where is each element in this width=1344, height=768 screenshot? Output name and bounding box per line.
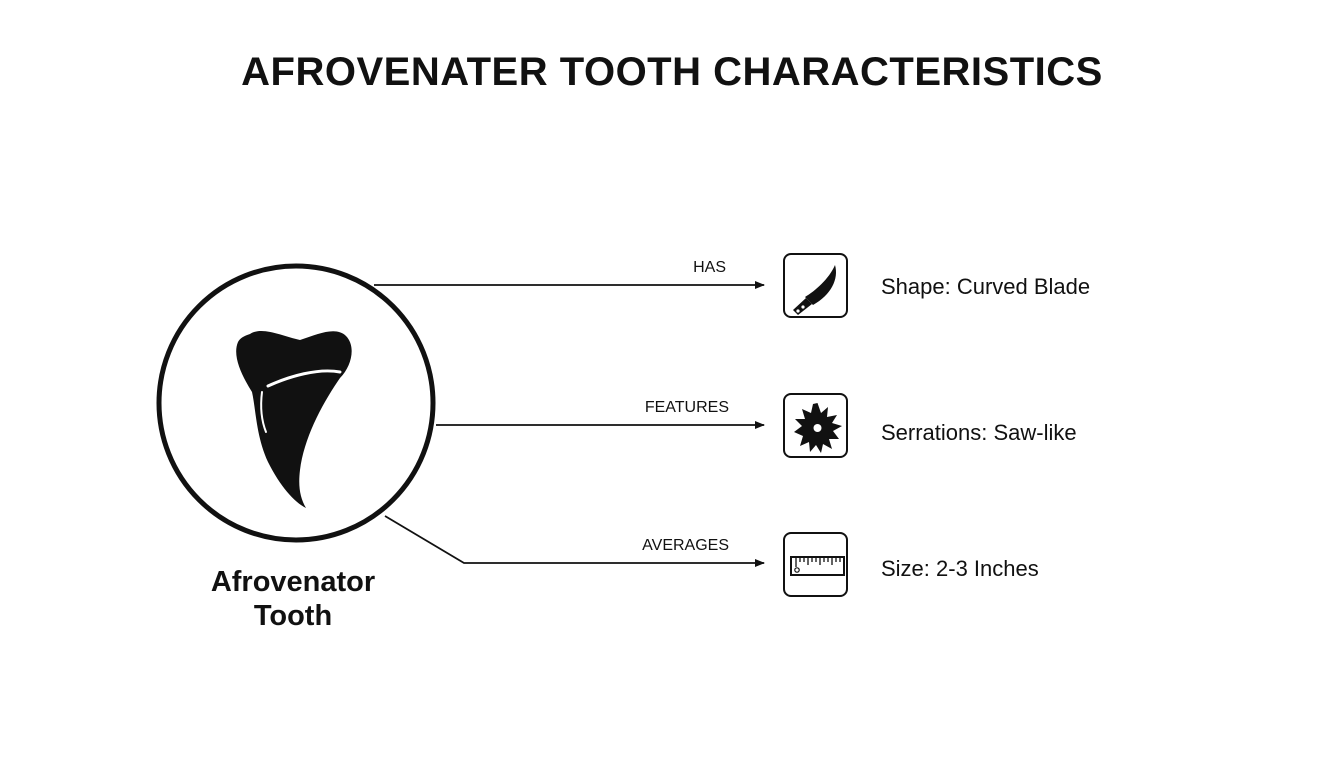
attribute-size: Size: 2-3 Inches xyxy=(881,556,1039,581)
attribute-icon-box-serrations xyxy=(783,393,848,458)
diagram-title: AFROVENATER TOOTH CHARACTERISTICS xyxy=(241,50,1103,94)
curved-blade-icon xyxy=(785,255,850,320)
saw-blade-icon xyxy=(785,395,850,460)
edge-label-features: FEATURES xyxy=(644,399,729,416)
attribute-icon-box-shape xyxy=(783,253,848,318)
center-label-line1: Afrovenator xyxy=(210,566,376,598)
center-label-line2: Tooth xyxy=(253,600,333,632)
center-node-label xyxy=(173,565,413,633)
edge-label-averages: AVERAGES xyxy=(642,537,729,554)
attribute-shape: Shape: Curved Blade xyxy=(881,274,1091,299)
ruler-icon xyxy=(785,534,850,599)
edge-label-has: HAS xyxy=(693,259,726,276)
attribute-serrations: Serrations: Saw-like xyxy=(881,420,1077,445)
attribute-icon-box-size xyxy=(783,532,848,597)
